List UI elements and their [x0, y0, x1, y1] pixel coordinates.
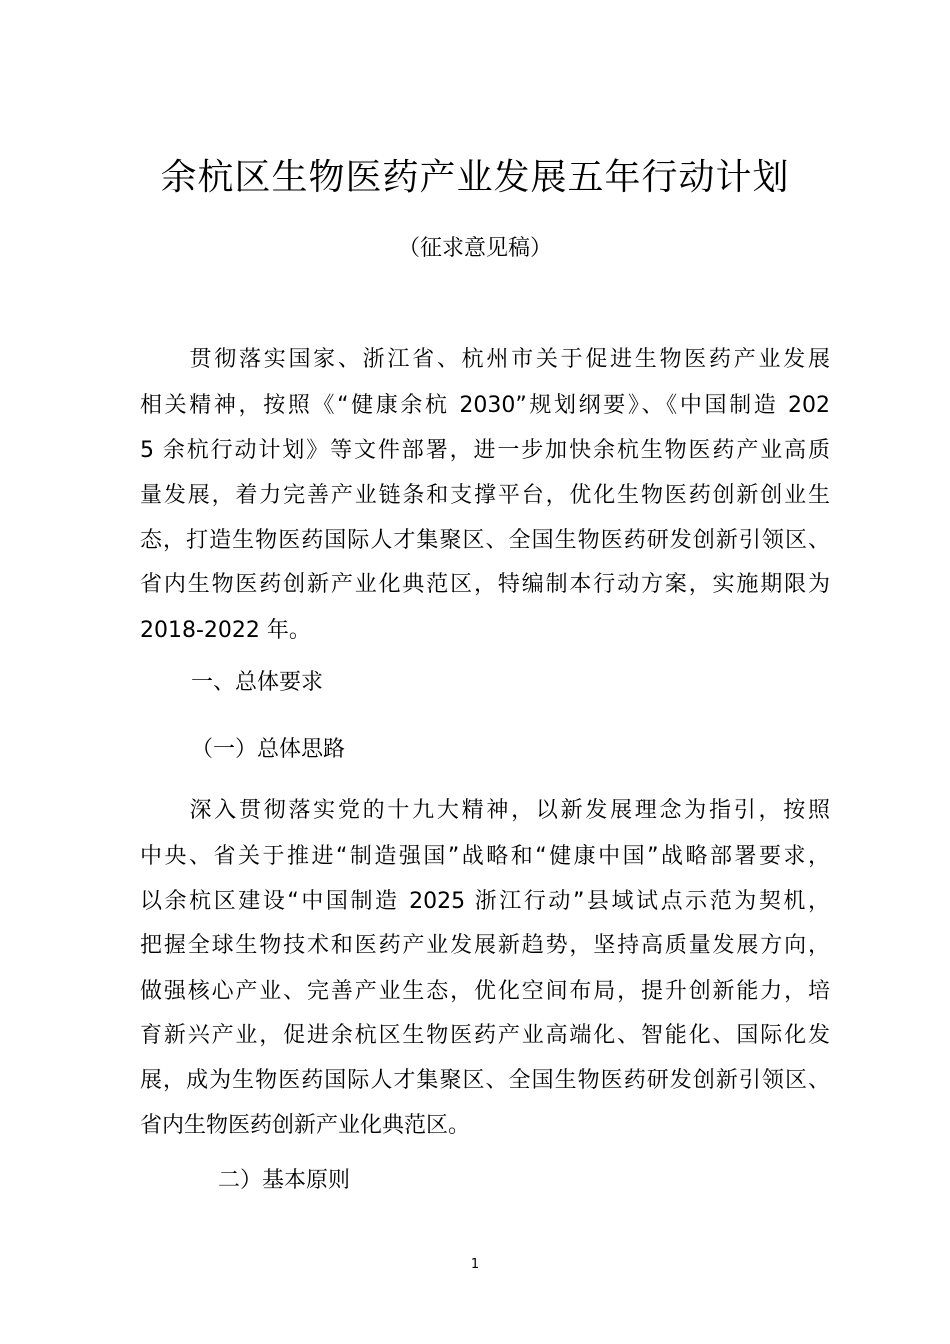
paragraph-line: 育新兴产业，促进余杭区生物医药产业高端化、智能化、国际化发 — [140, 1023, 830, 1048]
page-number: 1 — [470, 1257, 480, 1272]
subsection-heading: 二）基本原则 — [218, 1168, 351, 1193]
paragraph-line: 2018-2022 年。 — [140, 618, 311, 643]
paragraph-line: 贯彻落实国家、浙江省、杭州市关于促进生物医药产业发展 — [140, 347, 830, 372]
paragraph-line: 相关精神，按照《“健康余杭 2030”规划纲要》、《中国制造 202 — [140, 393, 830, 418]
document-subtitle: （征求意见稿） — [397, 236, 552, 261]
paragraph-line: 态，打造生物医药国际人才集聚区、全国生物医药研发创新引领区、 — [140, 528, 830, 553]
paragraph-line: 深入贯彻落实党的十九大精神，以新发展理念为指引，按照 — [140, 798, 830, 823]
paragraph-line: 展，成为生物医药国际人才集聚区、全国生物医药研发创新引领区、 — [140, 1068, 830, 1093]
paragraph-line: 5 余杭行动计划》等文件部署，进一步加快余杭生物医药产业高质 — [140, 438, 830, 463]
paragraph-line: 把握全球生物技术和医药产业发展新趋势，坚持高质量发展方向， — [140, 933, 830, 958]
section-heading: 一、总体要求 — [191, 670, 324, 695]
subsection-heading: （一）总体思路 — [191, 737, 346, 762]
paragraph-line: 做强核心产业、完善产业生态，优化空间布局，提升创新能力，培 — [140, 979, 830, 1004]
document-title: 余杭区生物医药产业发展五年行动计划 — [160, 157, 790, 198]
paragraph-line: 量发展，着力完善产业链条和支撑平台，优化生物医药创新创业生 — [140, 483, 830, 508]
paragraph-line: 省内生物医药创新产业化典范区。 — [140, 1113, 471, 1138]
paragraph-line: 以余杭区建设“中国制造 2025 浙江行动”县域试点示范为契机， — [140, 889, 830, 914]
paragraph-line: 中央、省关于推进“制造强国”战略和“健康中国”战略部署要求， — [140, 844, 830, 869]
paragraph-line: 省内生物医药创新产业化典范区，特编制本行动方案，实施期限为 — [140, 572, 830, 597]
